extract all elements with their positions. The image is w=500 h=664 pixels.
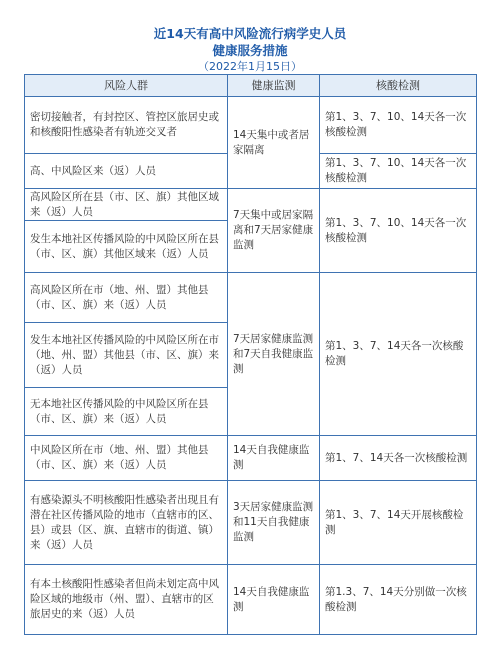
- testing-cell: 第1、3、7、14天开展核酸检测: [320, 481, 477, 565]
- column-header-group: 风险人群: [25, 75, 228, 97]
- table-row: [25, 97, 477, 154]
- risk-group-cell: 高风险区所在市（地、州、盟）其他县（市、区、旗）来（返）人员: [25, 273, 228, 323]
- monitoring-cell: 7天居家健康监测和7天自我健康监测: [228, 273, 320, 436]
- testing-cell: 第1、3、7、14天各一次核酸检测: [320, 273, 477, 436]
- risk-group-cell: 中风险区所在市（地、州、盟）其他县（市、区、旗）来（返）人员: [25, 436, 228, 481]
- table-row: [25, 565, 477, 635]
- title-line1: 近14天有高中风险流行病学史人员: [153, 26, 347, 41]
- table-row: [25, 273, 477, 323]
- monitoring-cell: 14天自我健康监测: [228, 565, 320, 635]
- risk-group-cell: 高风险区所在县（市、区、旗）其他区域来（返）人员: [25, 189, 228, 221]
- testing-cell: 第1、3、7、10、14天各一次核酸检测: [320, 154, 477, 189]
- risk-group-cell: 有感染源头不明核酸阳性感染者出现且有潜在社区传播风险的地市（直辖市的区、县）或县（区、旗、直辖市的街道、镇）来（返）人员: [25, 481, 228, 565]
- risk-group-cell: 无本地社区传播风险的中风险区所在县（市、区、旗）来（返）人员: [25, 388, 228, 436]
- risk-group-cell: 高、中风险区来（返）人员: [25, 154, 228, 189]
- testing-cell: 第1、3、7、10、14天各一次核酸检测: [320, 97, 477, 154]
- monitoring-cell: 3天居家健康监测和11天自我健康监测: [228, 481, 320, 565]
- table-row: [25, 436, 477, 481]
- monitoring-cell: 7天集中或居家隔离和7天居家健康监测: [228, 189, 320, 273]
- column-header-monitoring: 健康监测: [228, 75, 320, 97]
- publish-date: （2022年1月15日）: [198, 60, 302, 73]
- monitoring-cell: 14天自我健康监测: [228, 436, 320, 481]
- risk-group-cell: 发生本地社区传播风险的中风险区所在市（地、州、盟）其他县（市、区、旗）来（返）人员: [25, 323, 228, 388]
- monitoring-cell: 14天集中或者居家隔离: [228, 97, 320, 189]
- column-header-testing: 核酸检测: [320, 75, 477, 97]
- table-row: [25, 481, 477, 565]
- testing-cell: 第1、7、14天各一次核酸检测: [320, 436, 477, 481]
- table-row: [25, 189, 477, 221]
- measures-table: [24, 74, 477, 635]
- risk-group-cell: 密切接触者，有封控区、管控区旅居史或和核酸阳性感染者有轨迹交叉者: [25, 97, 228, 154]
- risk-group-cell: 有本土核酸阳性感染者但尚未划定高中风险区域的地级市（州、盟）、直辖市的区旅居史的来（返）人员: [25, 565, 228, 635]
- testing-cell: 第1、3、7、10、14天各一次核酸检测: [320, 189, 477, 273]
- table-header-row: [25, 75, 477, 97]
- title-line2: 健康服务措施: [212, 43, 288, 58]
- testing-cell: 第1.3、7、14天分别做一次核酸检测: [320, 565, 477, 635]
- risk-group-cell: 发生本地社区传播风险的中风险区所在县（市、区、旗）其他区域来（返）人员: [25, 221, 228, 273]
